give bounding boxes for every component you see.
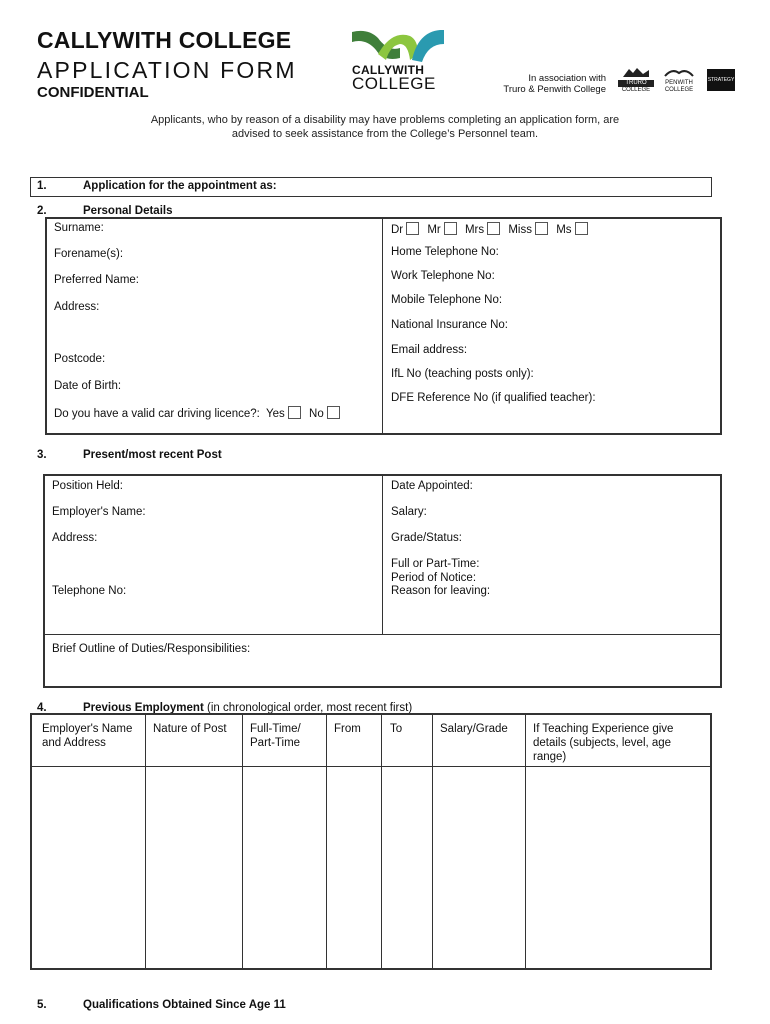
work-telephone-label[interactable]: Work Telephone No: [391, 270, 495, 282]
confidential-label: CONFIDENTIAL [37, 84, 149, 101]
intro-line-2: advised to seek assistance from the College’s Personnel team. [231, 128, 539, 140]
email-label[interactable]: Email address: [391, 344, 468, 356]
employer-telephone-label[interactable]: Telephone No: [52, 585, 127, 597]
logo-waves-icon [348, 24, 448, 66]
mobile-telephone-label[interactable]: Mobile Telephone No: [391, 294, 503, 306]
table-col-divider [145, 715, 146, 968]
col-header-employer: Employer's Name and Address [42, 723, 133, 749]
preferred-name-label[interactable]: Preferred Name: [54, 274, 140, 286]
title-checkboxes [391, 222, 593, 236]
licence-label: Do you have a valid car driving licence?: [54, 408, 260, 420]
association-text [480, 73, 606, 95]
truro-logo-icon [621, 67, 651, 77]
table-col-divider [525, 715, 526, 968]
section-2-number: 2. [37, 205, 47, 217]
duties-divider [45, 634, 720, 635]
logo-top-text: CALLYWITH [352, 63, 425, 77]
title-mrs-checkbox[interactable] [487, 222, 500, 235]
col-header-full-part-time: Full-Time/ Part-Time [250, 723, 301, 749]
postcode-label[interactable]: Postcode: [54, 353, 106, 365]
intro-line-1: Applicants, who by reason of a disability may have problems completing an application form, are [150, 114, 620, 126]
date-appointed-label[interactable]: Date Appointed: [391, 480, 473, 492]
employer-cell[interactable] [33, 768, 144, 967]
title-miss-checkbox[interactable] [535, 222, 548, 235]
licence-yes-label: Yes [266, 408, 285, 420]
col-header-to: To [390, 723, 403, 735]
table-header-divider [32, 766, 710, 767]
title-ms-label: Ms [556, 224, 572, 236]
section-5-number: 5. [37, 999, 47, 1011]
association-line-1: In association with [528, 73, 606, 84]
penwith-college-logo [661, 67, 697, 94]
national-insurance-label[interactable]: National Insurance No: [391, 319, 508, 331]
duties-label[interactable]: Brief Outline of Duties/Responsibilities: [52, 643, 251, 655]
table-col-divider [432, 715, 433, 968]
section-1-title: Application for the appointment as: [83, 180, 277, 192]
date-of-birth-label[interactable]: Date of Birth: [54, 380, 122, 392]
section-4-number: 4. [37, 702, 47, 714]
table-col-divider [326, 715, 327, 968]
section-4-note: (in chronological order, most recent first) [203, 702, 413, 714]
position-held-label[interactable]: Position Held: [52, 480, 123, 492]
salary-label[interactable]: Salary: [391, 506, 427, 518]
title-mrs-label: Mrs [464, 224, 485, 236]
personal-details-divider [382, 219, 383, 433]
title-mr-label: Mr [427, 224, 441, 236]
truro-logo-line-2: COLLEGE [621, 87, 651, 93]
col-header-teaching-experience: If Teaching Experience give details (subjects, level, age range) [533, 723, 674, 763]
section-1-number: 1. [37, 180, 47, 192]
forenames-label[interactable]: Forename(s): [54, 248, 124, 260]
from-cell[interactable] [328, 768, 380, 967]
licence-question [54, 406, 345, 420]
teaching-experience-cell[interactable] [527, 768, 709, 967]
intro-text [100, 113, 670, 141]
salary-grade-cell[interactable] [434, 768, 524, 967]
truro-logo-line-1: TRURO [618, 80, 654, 87]
table-col-divider [381, 715, 382, 968]
licence-yes-checkbox[interactable] [288, 406, 301, 419]
title-mr-checkbox[interactable] [444, 222, 457, 235]
page-title: CALLYWITH COLLEGE [37, 27, 292, 53]
penwith-logo-icon [664, 67, 694, 77]
nature-of-post-cell[interactable] [147, 768, 241, 967]
employer-name-label[interactable]: Employer's Name: [52, 506, 146, 518]
dfe-reference-label[interactable]: DFE Reference No (if qualified teacher): [391, 392, 596, 404]
penwith-logo-line-2: COLLEGE [664, 87, 694, 93]
employment-terms [391, 558, 490, 599]
callywith-logo [348, 24, 448, 96]
penwith-logo-line-1: PENWITH [665, 80, 693, 86]
personal-details-box [45, 217, 722, 435]
page-subtitle: APPLICATION FORM [37, 57, 297, 83]
reason-for-leaving-label[interactable]: Reason for leaving: [391, 585, 491, 597]
ifl-number-label[interactable]: IfL No (teaching posts only): [391, 368, 534, 380]
truro-college-logo [618, 67, 654, 94]
licence-no-label: No [309, 408, 324, 420]
grade-status-label[interactable]: Grade/Status: [391, 532, 462, 544]
section-2-title: Personal Details [83, 205, 173, 217]
full-part-time-label[interactable]: Full or Part-Time: [391, 558, 480, 570]
table-col-divider [242, 715, 243, 968]
title-ms-checkbox[interactable] [575, 222, 588, 235]
home-telephone-label[interactable]: Home Telephone No: [391, 246, 499, 258]
title-miss-label: Miss [508, 224, 532, 236]
licence-no-checkbox[interactable] [327, 406, 340, 419]
surname-label[interactable]: Surname: [54, 222, 104, 234]
section-1-box[interactable] [30, 177, 712, 197]
col-header-from: From [334, 723, 361, 735]
association-line-2: Truro & Penwith College [503, 84, 606, 95]
title-dr-checkbox[interactable] [406, 222, 419, 235]
full-part-time-cell[interactable] [244, 768, 325, 967]
address-label[interactable]: Address: [54, 301, 100, 313]
title-dr-label: Dr [391, 224, 404, 236]
section-5-title: Qualifications Obtained Since Age 11 [83, 999, 286, 1011]
present-post-divider [382, 476, 383, 634]
section-4-title: Previous Employment [83, 702, 204, 714]
section-3-number: 3. [37, 449, 47, 461]
col-header-nature-of-post: Nature of Post [153, 723, 227, 735]
logo-bottom-text: COLLEGE [352, 74, 436, 93]
section-3-title: Present/most recent Post [83, 449, 222, 461]
to-cell[interactable] [383, 768, 431, 967]
employer-address-label[interactable]: Address: [52, 532, 98, 544]
strategy-logo: STRATEGY [707, 69, 735, 91]
period-of-notice-label[interactable]: Period of Notice: [391, 571, 477, 584]
col-header-salary-grade: Salary/Grade [440, 723, 508, 735]
